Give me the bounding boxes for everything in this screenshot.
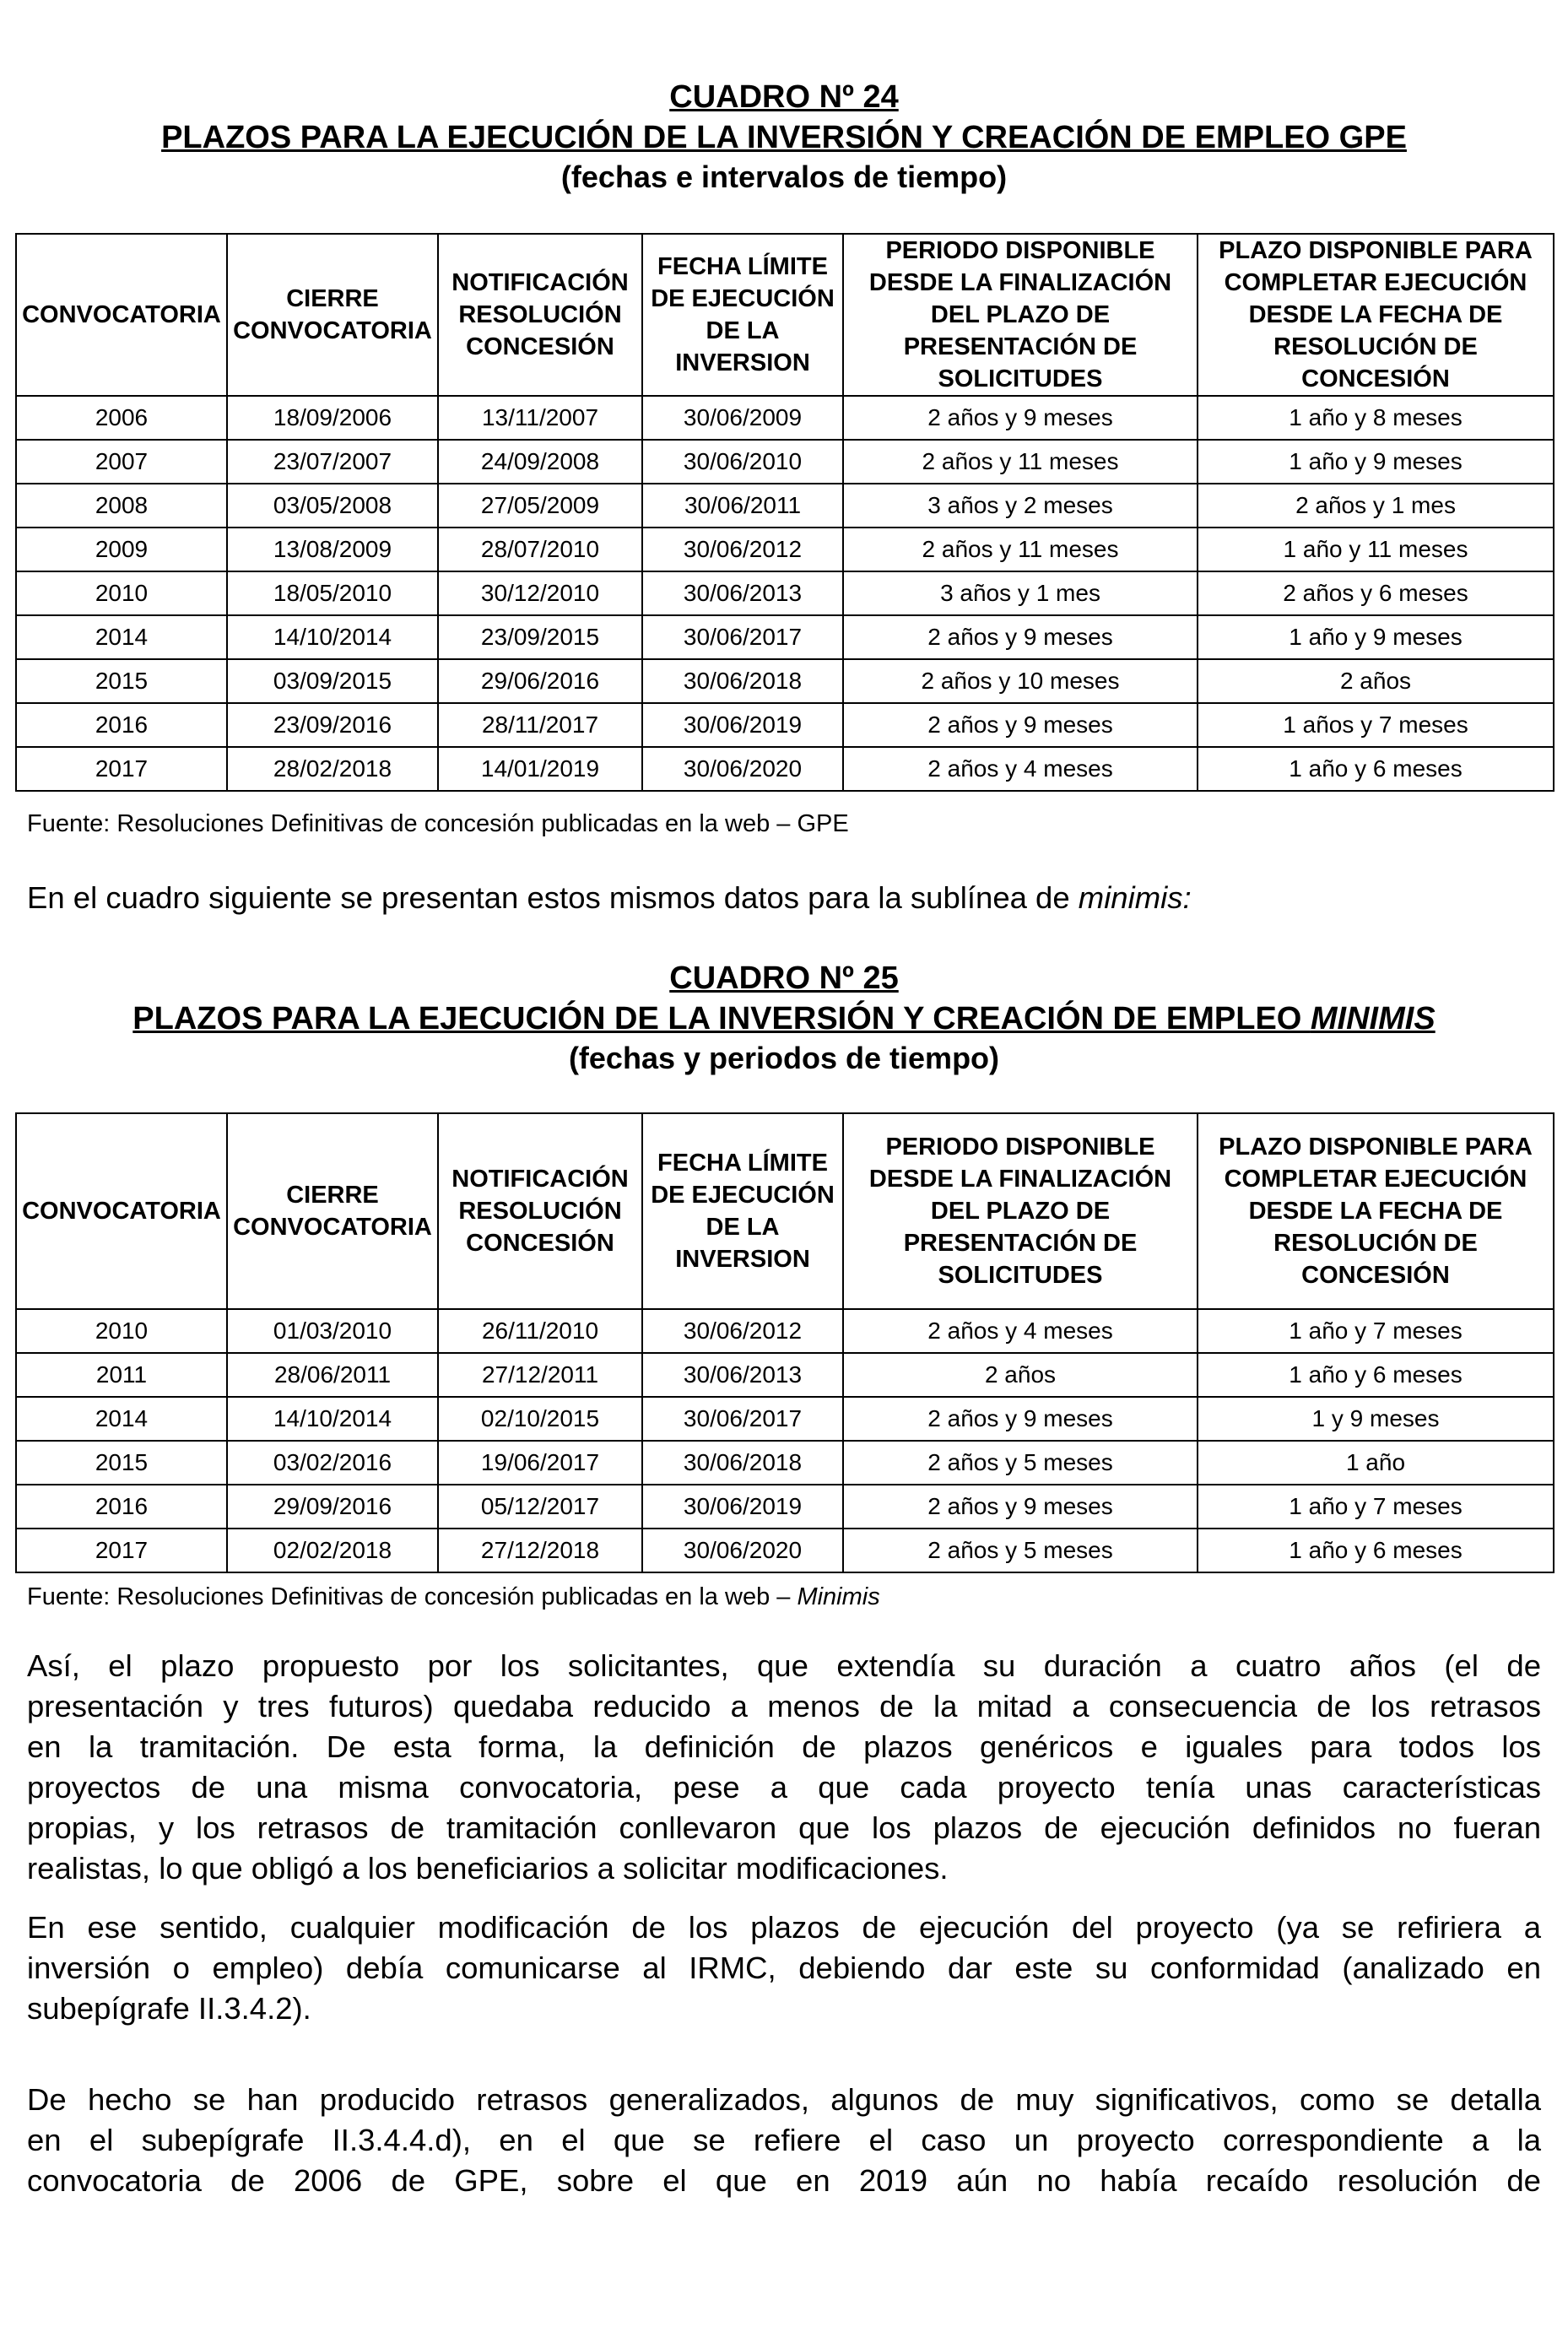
table1-header-row (16, 234, 1554, 396)
paragraph-line: propias, y los retrasos de tramitación conllevaron que los plazos de ejecución definidos no fueran (27, 1810, 1541, 1845)
table-cell: 30/12/2010 (438, 571, 642, 615)
table-cell: 1 año y 9 meses (1198, 615, 1554, 659)
table-row (16, 615, 1554, 659)
table-cell: 30/06/2019 (642, 1485, 843, 1529)
header-cell: PERIODO DISPONIBLE DESDE LA FINALIZACIÓN DEL PLAZO DE PRESENTACIÓN DE SOLICITUDES (843, 234, 1198, 396)
table-cell: 2009 (16, 528, 227, 571)
table-cell: 1 año y 8 meses (1198, 396, 1554, 440)
header-cell: CIERRE CONVOCATORIA (227, 234, 438, 396)
paragraph-line: inversión o empleo) debía comunicarse al IRMC, debiendo dar este su conformidad (analizado en (27, 1951, 1541, 1985)
paragraph-line: presentación y tres futuros) quedaba reducido a menos de la mitad a consecuencia de los retrasos (27, 1689, 1541, 1723)
table-cell: 28/07/2010 (438, 528, 642, 571)
table-row (16, 1353, 1554, 1397)
table-cell: 2017 (16, 747, 227, 791)
table-row (16, 747, 1554, 791)
table-cell: 30/06/2012 (642, 1309, 843, 1353)
table-cell: 1 año y 6 meses (1198, 747, 1554, 791)
table-cell: 27/12/2018 (438, 1529, 642, 1572)
table-cell: 13/11/2007 (438, 396, 642, 440)
paragraph-3 (27, 2080, 1541, 2201)
header-cell: FECHA LÍMITE DE EJECUCIÓN DE LA INVERSION (642, 234, 843, 396)
intro-text-main: En el cuadro siguiente se presentan estos mismos datos para la sublínea de (27, 880, 1079, 915)
table-row (16, 571, 1554, 615)
table1-source: Fuente: Resoluciones Definitivas de concesión publicadas en la web – GPE (27, 810, 849, 837)
paragraph-line: proyectos de una misma convocatoria, pese a que cada proyecto tenía unas características (27, 1770, 1541, 1805)
table-row (16, 1485, 1554, 1529)
table-cell: 30/06/2011 (642, 484, 843, 528)
table-cell: 2010 (16, 571, 227, 615)
table-row (16, 1397, 1554, 1441)
table-cell: 03/02/2016 (227, 1441, 438, 1485)
table-cell: 2015 (16, 1441, 227, 1485)
table1-number: CUADRO Nº 24 (669, 79, 899, 115)
table2-source-main: Fuente: Resoluciones Definitivas de concesión publicadas en la web – (27, 1583, 798, 1610)
table-cell: 23/09/2015 (438, 615, 642, 659)
table-cell: 14/10/2014 (227, 1397, 438, 1441)
table-cell: 28/02/2018 (227, 747, 438, 791)
table-cell: 1 año y 11 meses (1198, 528, 1554, 571)
header-cell: CONVOCATORIA (16, 234, 227, 396)
table-row (16, 1441, 1554, 1485)
paragraph-line: De hecho se han producido retrasos generalizados, algunos de muy significativos, como se detalla (27, 2082, 1541, 2117)
paragraph-2 (27, 1907, 1541, 2029)
table-cell: 28/11/2017 (438, 703, 642, 747)
table-cell: 2 años y 9 meses (843, 1397, 1198, 1441)
table-cell: 26/11/2010 (438, 1309, 642, 1353)
table1-title: PLAZOS PARA LA EJECUCIÓN DE LA INVERSIÓN Y CREACIÓN DE EMPLEO GPE (161, 119, 1407, 155)
table-cell: 2 años y 5 meses (843, 1529, 1198, 1572)
table-cell: 2 años y 11 meses (843, 528, 1198, 571)
table-cell: 13/08/2009 (227, 528, 438, 571)
table-cell: 2011 (16, 1353, 227, 1397)
table-cell: 30/06/2017 (642, 1397, 843, 1441)
table-cell: 01/03/2010 (227, 1309, 438, 1353)
table-cell: 1 año y 6 meses (1198, 1529, 1554, 1572)
header-cell: PLAZO DISPONIBLE PARA COMPLETAR EJECUCIÓN DESDE LA FECHA DE RESOLUCIÓN DE CONCESIÓN (1198, 234, 1554, 396)
table-cell: 1 año y 7 meses (1198, 1485, 1554, 1529)
table-cell: 2017 (16, 1529, 227, 1572)
table-row (16, 1529, 1554, 1572)
table1-body (16, 396, 1554, 791)
table-cell: 30/06/2020 (642, 747, 843, 791)
header-cell: FECHA LÍMITE DE EJECUCIÓN DE LA INVERSION (642, 1113, 843, 1309)
table2-number: CUADRO Nº 25 (669, 960, 899, 996)
table-gpe-deadlines (15, 233, 1554, 792)
paragraph-line: en la tramitación. De esta forma, la definición de plazos genéricos e iguales para todos los (27, 1729, 1541, 1764)
table-cell: 18/05/2010 (227, 571, 438, 615)
table-cell: 2 años y 9 meses (843, 615, 1198, 659)
table-cell: 30/06/2018 (642, 659, 843, 703)
table-cell: 2016 (16, 703, 227, 747)
table-cell: 2 años y 5 meses (843, 1441, 1198, 1485)
table-row (16, 703, 1554, 747)
table-cell: 30/06/2019 (642, 703, 843, 747)
table-cell: 02/02/2018 (227, 1529, 438, 1572)
table2-title (51, 999, 1517, 1040)
table-cell: 23/09/2016 (227, 703, 438, 747)
paragraph-line: subepígrafe II.3.4.2). (27, 1991, 311, 2026)
table2-source (27, 1583, 880, 1611)
table1-subtitle: (fechas e intervalos de tiempo) (560, 160, 1008, 194)
table-cell: 27/12/2011 (438, 1353, 642, 1397)
table-cell: 2007 (16, 440, 227, 484)
table-cell: 1 año y 7 meses (1198, 1309, 1554, 1353)
header-cell: PERIODO DISPONIBLE DESDE LA FINALIZACIÓN DEL PLAZO DE PRESENTACIÓN DE SOLICITUDES (843, 1113, 1198, 1309)
table2-header-row (16, 1113, 1554, 1309)
table-cell: 05/12/2017 (438, 1485, 642, 1529)
table-cell: 3 años y 1 mes (843, 571, 1198, 615)
table-cell: 2 años (1198, 659, 1554, 703)
table-cell: 2 años y 4 meses (843, 747, 1198, 791)
table-cell: 2014 (16, 1397, 227, 1441)
table-cell: 14/01/2019 (438, 747, 642, 791)
table-cell: 1 y 9 meses (1198, 1397, 1554, 1441)
header-cell: CIERRE CONVOCATORIA (227, 1113, 438, 1309)
table-cell: 2 años y 4 meses (843, 1309, 1198, 1353)
table-cell: 1 año (1198, 1441, 1554, 1485)
table-cell: 30/06/2018 (642, 1441, 843, 1485)
table-row (16, 528, 1554, 571)
header-cell: NOTIFICACIÓN RESOLUCIÓN CONCESIÓN (438, 234, 642, 396)
intro-text (27, 878, 1541, 918)
table2-source-italic: Minimis (797, 1583, 880, 1610)
table-cell: 29/06/2016 (438, 659, 642, 703)
table-row (16, 484, 1554, 528)
table-cell: 23/07/2007 (227, 440, 438, 484)
table-cell: 1 año y 6 meses (1198, 1353, 1554, 1397)
table-row (16, 1309, 1554, 1353)
paragraph-line: en el subepígrafe II.3.4.4.d), en el que se refiere el caso un proyecto correspondiente a la (27, 2123, 1541, 2157)
table-cell: 1 años y 7 meses (1198, 703, 1554, 747)
header-cell: CONVOCATORIA (16, 1113, 227, 1309)
table-row (16, 396, 1554, 440)
table-cell: 2 años (843, 1353, 1198, 1397)
table-cell: 2 años y 9 meses (843, 1485, 1198, 1529)
paragraph-1 (27, 1646, 1541, 1889)
table-cell: 28/06/2011 (227, 1353, 438, 1397)
table-cell: 2016 (16, 1485, 227, 1529)
table-cell: 2006 (16, 396, 227, 440)
table-cell: 19/06/2017 (438, 1441, 642, 1485)
table-cell: 2 años y 6 meses (1198, 571, 1554, 615)
paragraph-line: realistas, lo que obligó a los beneficiarios a solicitar modificaciones. (27, 1851, 949, 1886)
table-cell: 2 años y 1 mes (1198, 484, 1554, 528)
table-cell: 2 años y 9 meses (843, 396, 1198, 440)
table-cell: 2008 (16, 484, 227, 528)
table-row (16, 659, 1554, 703)
table-cell: 29/09/2016 (227, 1485, 438, 1529)
table-cell: 18/09/2006 (227, 396, 438, 440)
paragraph-line: En ese sentido, cualquier modificación de los plazos de ejecución del proyecto (ya se refiriera a (27, 1910, 1541, 1945)
table-cell: 30/06/2010 (642, 440, 843, 484)
header-cell: PLAZO DISPONIBLE PARA COMPLETAR EJECUCIÓN DESDE LA FECHA DE RESOLUCIÓN DE CONCESIÓN (1198, 1113, 1554, 1309)
table-cell: 2 años y 9 meses (843, 703, 1198, 747)
paragraph-line: Así, el plazo propuesto por los solicitantes, que extendía su duración a cuatro años (el de (27, 1648, 1541, 1683)
table-cell: 1 año y 9 meses (1198, 440, 1554, 484)
table-row (16, 440, 1554, 484)
table-cell: 30/06/2020 (642, 1529, 843, 1572)
table-cell: 3 años y 2 meses (843, 484, 1198, 528)
table-cell: 30/06/2013 (642, 1353, 843, 1397)
table-cell: 03/05/2008 (227, 484, 438, 528)
table-cell: 30/06/2012 (642, 528, 843, 571)
table-cell: 30/06/2017 (642, 615, 843, 659)
table2-title-italic: MINIMIS (1310, 1000, 1436, 1036)
paragraph-line: convocatoria de 2006 de GPE, sobre el que en 2019 aún no había recaído resolución de (27, 2163, 1541, 2198)
table2-subtitle: (fechas y periodos de tiempo) (568, 1041, 1000, 1075)
table-minimis-deadlines (15, 1112, 1554, 1573)
table-cell: 2010 (16, 1309, 227, 1353)
table-cell: 30/06/2013 (642, 571, 843, 615)
table1-caption (51, 78, 1517, 196)
table2-body (16, 1309, 1554, 1572)
table-cell: 2014 (16, 615, 227, 659)
table2-caption (51, 959, 1517, 1077)
table-cell: 30/06/2009 (642, 396, 843, 440)
table-cell: 03/09/2015 (227, 659, 438, 703)
intro-text-italic: minimis: (1078, 880, 1192, 915)
header-cell: NOTIFICACIÓN RESOLUCIÓN CONCESIÓN (438, 1113, 642, 1309)
table-cell: 2 años y 11 meses (843, 440, 1198, 484)
table-cell: 24/09/2008 (438, 440, 642, 484)
table2-title-main: PLAZOS PARA LA EJECUCIÓN DE LA INVERSIÓN Y CREACIÓN DE EMPLEO (132, 1000, 1311, 1036)
table-cell: 14/10/2014 (227, 615, 438, 659)
table-cell: 02/10/2015 (438, 1397, 642, 1441)
table-cell: 2015 (16, 659, 227, 703)
table-cell: 27/05/2009 (438, 484, 642, 528)
table-cell: 2 años y 10 meses (843, 659, 1198, 703)
